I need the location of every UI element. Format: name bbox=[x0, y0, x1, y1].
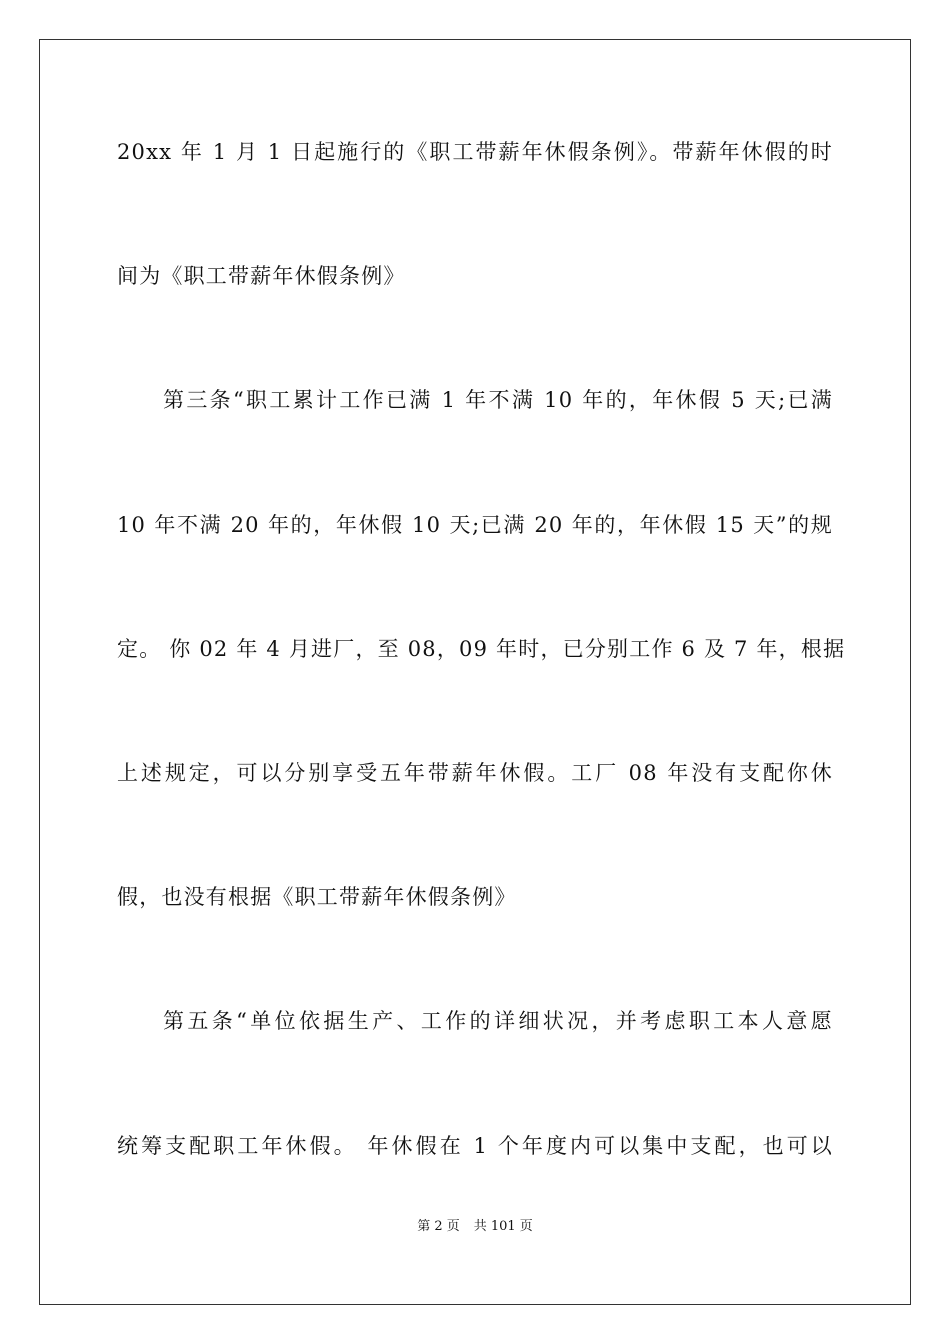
page-border bbox=[39, 39, 911, 1305]
page-footer bbox=[0, 1218, 950, 1236]
text-line-5: 定。 你 02 年 4 月进厂，至 08，09 年时，已分别工作 6 及 7 年，根据 bbox=[117, 637, 846, 661]
page-number: 第 2 页 bbox=[417, 1219, 460, 1234]
text-line-6: 上述规定，可以分别享受五年带薪年休假。工厂 08 年没有支配你休 bbox=[117, 761, 833, 785]
text-line-3: 第三条“职工累计工作已满 1 年不满 10 年的，年休假 5 天;已满 bbox=[163, 388, 833, 412]
text-line-9: 统筹支配职工年休假。 年休假在 1 个年度内可以集中支配，也可以 bbox=[117, 1134, 833, 1158]
text-line-4: 10 年不满 20 年的，年休假 10 天;已满 20 年的，年休假 15 天”的规 bbox=[117, 513, 833, 537]
text-line-2: 间为《职工带薪年休假条例》 bbox=[117, 264, 406, 288]
text-line-7: 假，也没有根据《职工带薪年休假条例》 bbox=[117, 885, 517, 909]
total-pages: 共 101 页 bbox=[473, 1219, 533, 1234]
text-line-1: 20xx 年 1 月 1 日起施行的《职工带薪年休假条例》。带薪年休假的时 bbox=[117, 140, 833, 164]
text-line-8: 第五条“单位依据生产、工作的详细状况，并考虑职工本人意愿 bbox=[163, 1009, 833, 1033]
